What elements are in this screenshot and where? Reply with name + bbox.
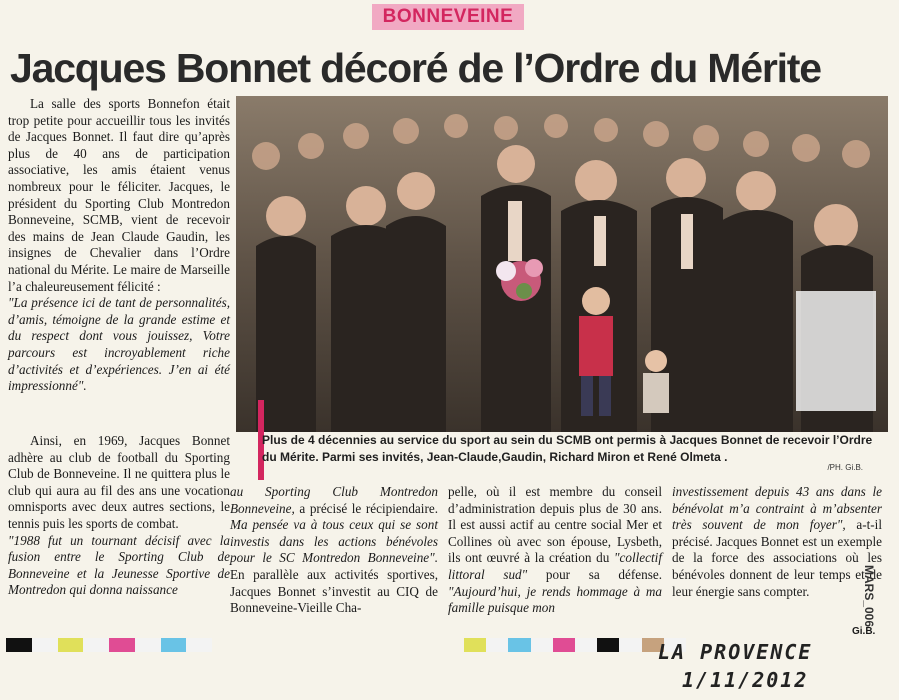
author-signature: Gi.B. — [852, 626, 876, 637]
article-column-1-continued — [8, 433, 230, 599]
event-photo — [236, 96, 888, 432]
print-color-bar-left — [6, 638, 212, 652]
headline: Jacques Bonnet décoré de l’Ordre du Mérite — [10, 45, 821, 91]
print-color-bar-right — [464, 638, 686, 652]
group-photo-illustration — [236, 96, 888, 432]
column-3-text: pelle, où il est membre du conseil d’administration depuis plus de 30 ans. Il est aussi actif au centre social Mer et Collines où avec son épouse, Lysbeth, ils ont œuvré à la création du "collectif littoral sud" pour sa défense. "Aujourd’hui, je rends hommage à ma famille puisque mon — [448, 484, 663, 616]
article-column-4 — [672, 484, 882, 600]
paragraph-history: Ainsi, en 1969, Jacques Bonnet adhère au club de football du Sporting Club de Bonneveine. Il ne quittera plus le club qui aura au fil des ans une vocation omnisports avec deux autres sections, le tennis puis les sports de combat. — [8, 433, 230, 531]
column-2-text: au Sporting Club Montredon Bonneveine, a précisé le récipiendaire. Ma pensée va à tous ceux qui se sont investis dans les actions bénévoles pour le SC Montredon Bonneveine". En parallèle aux activités sportives, Jacques Bonnet s’investit au CIQ de Bonneveine-Vieille Cha- — [230, 484, 438, 616]
section-tag: BONNEVEINE — [372, 4, 524, 30]
article-column-3 — [448, 484, 662, 617]
photo-credit: /PH. Gi.B. — [827, 463, 863, 472]
handwritten-publication: LA PROVENCE — [658, 640, 813, 664]
archive-reference: MARS_006 — [862, 565, 876, 628]
photo-caption: Plus de 4 décennies au service du sport au sein du SCMB ont permis à Jacques Bonnet de recevoir l’Ordre du Mérite. Parmi ses invités, Jean-Claude,Gaudin, Richard Miron et René Olmeta . — [262, 433, 873, 464]
paragraph-intro: La salle des sports Bonnefon était trop petite pour accueillir tous les invités de Jacques Bonnet. Il faut dire qu’après plus de 40 ans de participation associative, les amis étaient venus nombreux pour le féliciter. Jacques, le président du Sporting Club Montredon Bonneveine, SCMB, vient de recevoir des mains de Jean Claude Gaudin, les insignes de Chevalier dans l’Ordre national du Mérite. Le maire de Marseille l’a chaleureusement félicité : — [8, 96, 230, 294]
handwritten-date: 1/11/2012 — [682, 668, 809, 692]
quote-gaudin: "La présence ici de tant de personnalités, d’amis, témoigne de la grande estime et du respect dont vous jouissez, Votre parcours est incroyablement riche d’activités et d’expériences. J’en ai été impressionné". — [8, 295, 230, 394]
article-column-1 — [8, 96, 230, 395]
column-4-text: investissement depuis 43 ans dans le bénévolat m’a contraint à m’absenter très souvent de mon foyer", a-t-il précisé. Jacques Bonnet est un exemple de la force des associations où les bénévoles donnent de leur temps et de leur énergie sans compter. — [672, 484, 882, 599]
article-column-2 — [230, 484, 438, 617]
quote-1988: "1988 fut un tournant décisif avec la fusion entre le Sporting Club de Bonneveine et la Jeunesse Sportive de Montredon qui donna naissance — [8, 532, 230, 598]
